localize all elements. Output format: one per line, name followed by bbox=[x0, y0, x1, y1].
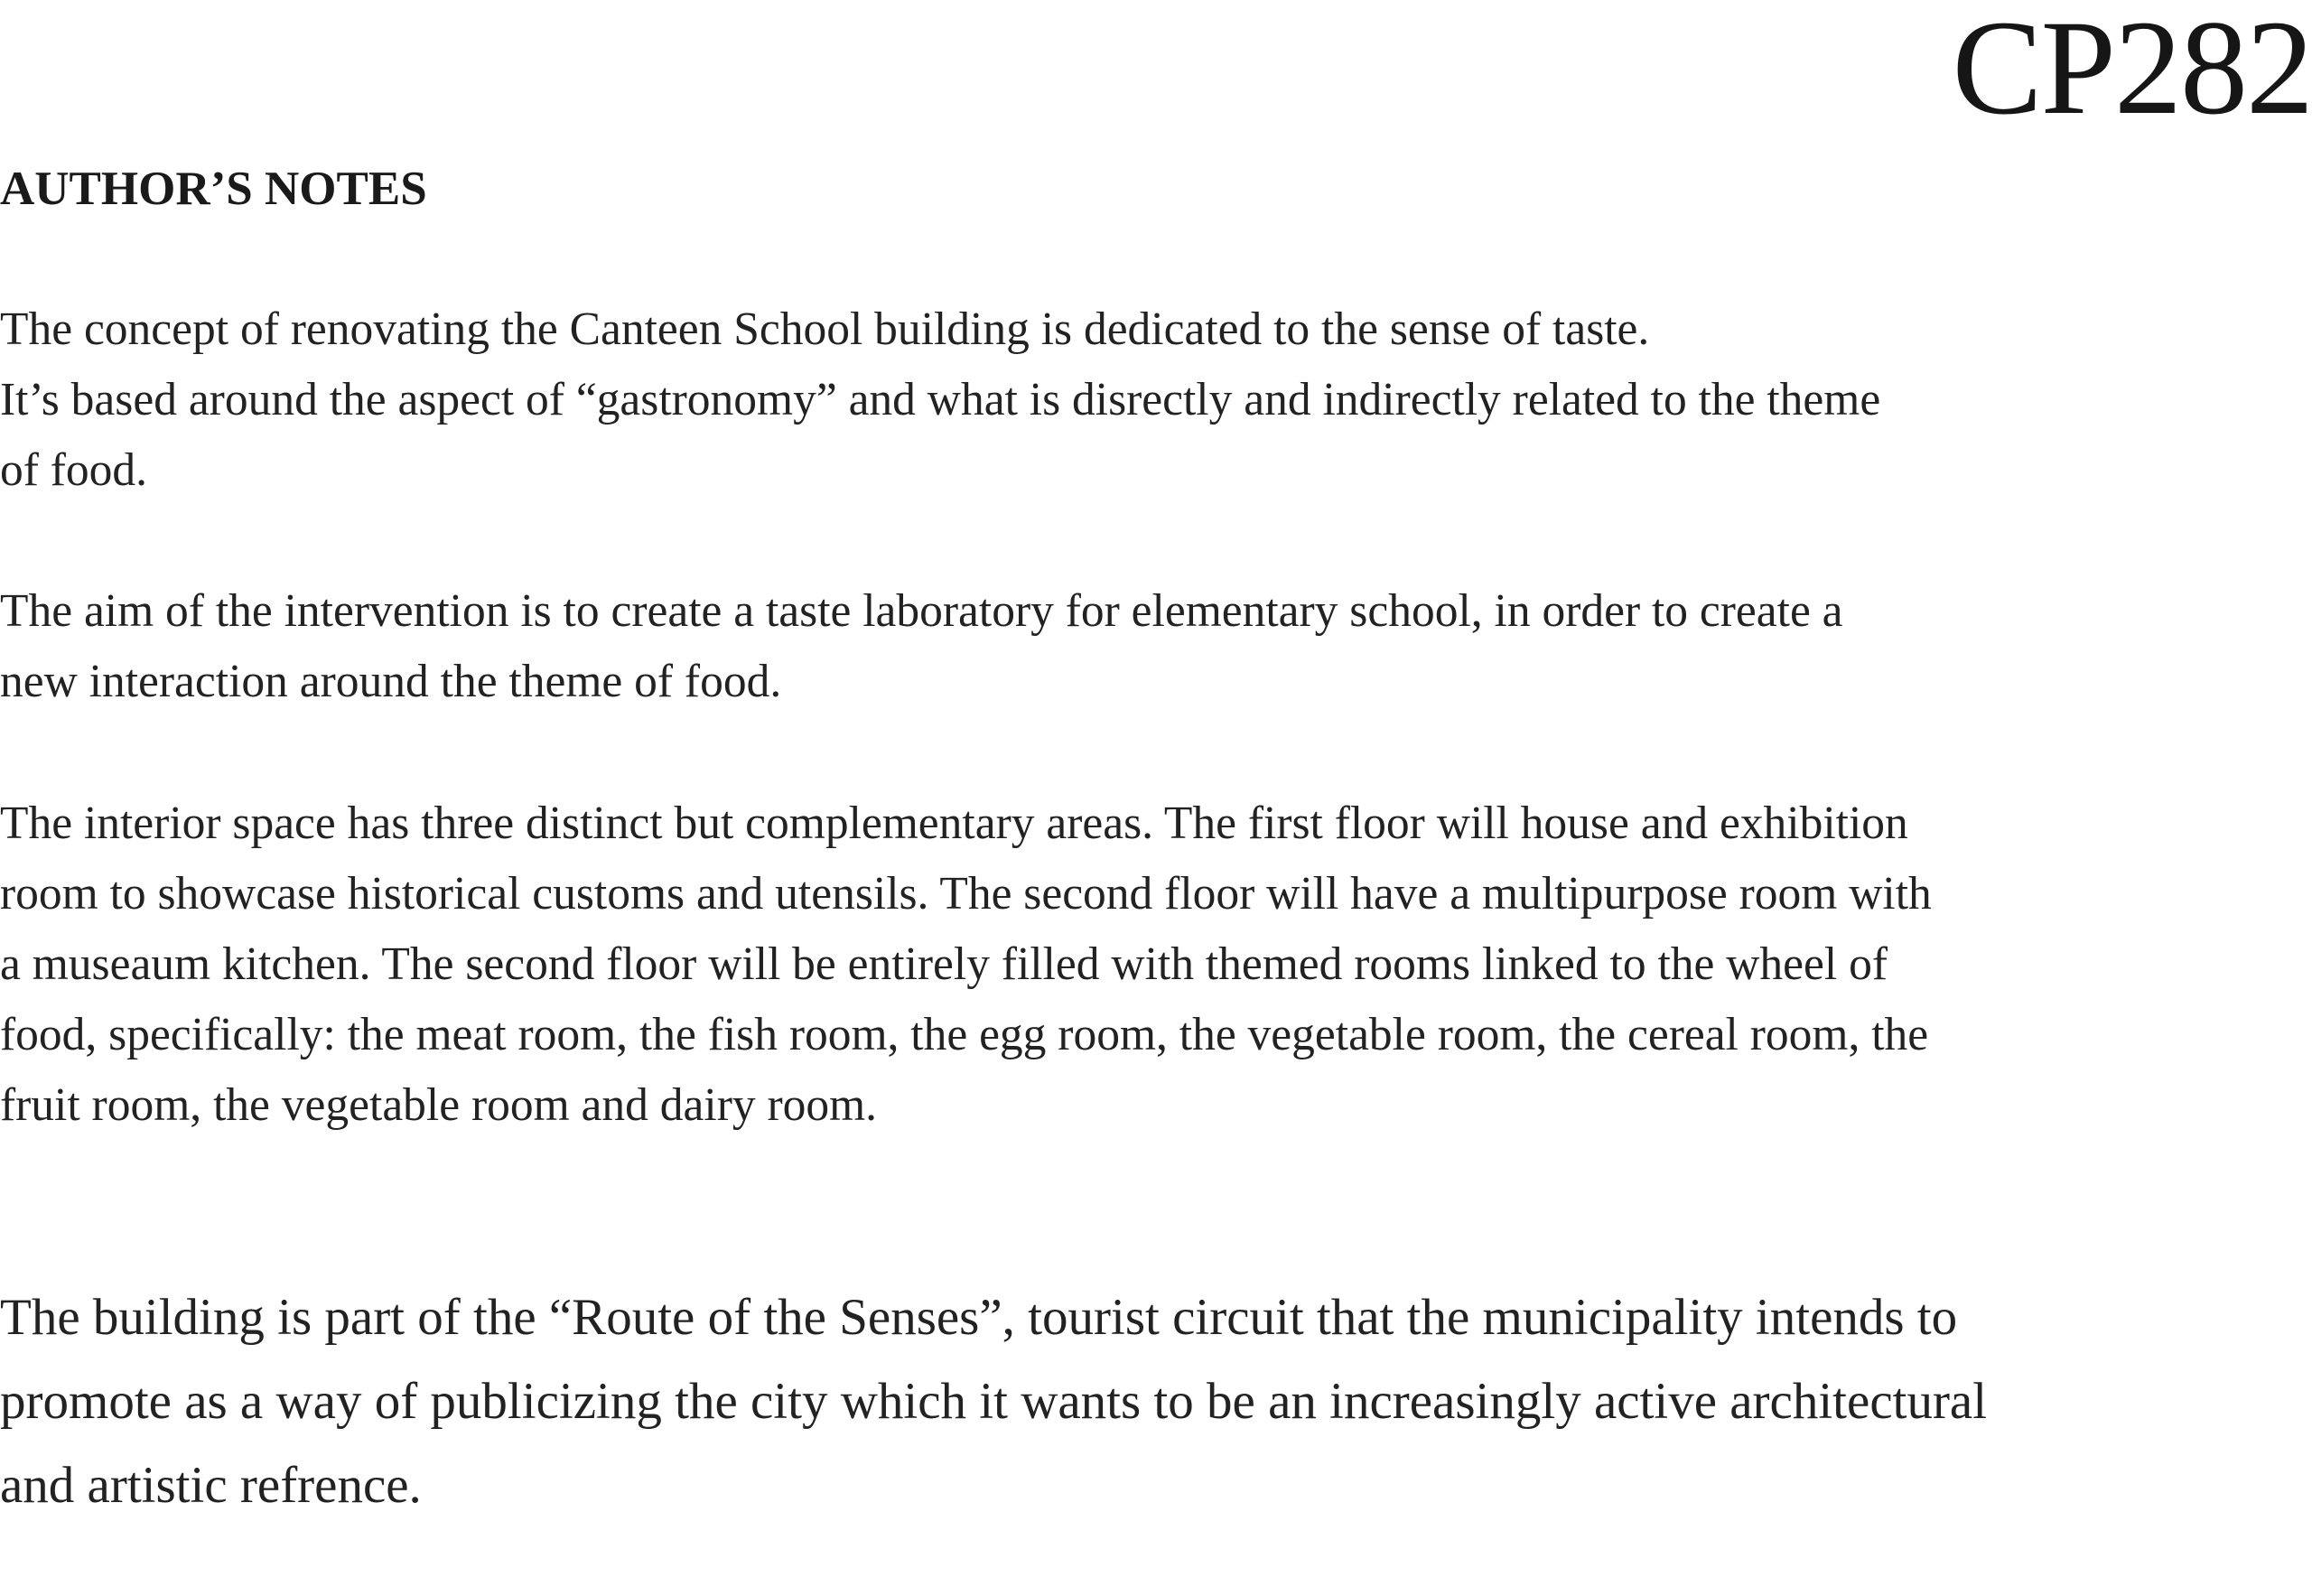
paragraph-line: promote as a way of publicizing the city which it wants to be an increasingly active architectural bbox=[0, 1373, 1988, 1430]
paragraph-line: new interaction around the theme of food. bbox=[0, 656, 782, 707]
paragraph-interior bbox=[0, 789, 2310, 1141]
document-code: CP282 bbox=[1952, 0, 2312, 143]
paragraph-concept bbox=[0, 294, 2310, 506]
paragraph-line: of food. bbox=[0, 444, 148, 496]
paragraph-line: food, specifically: the meat room, the fish room, the egg room, the vegetable room, the cereal room, the bbox=[0, 1009, 1929, 1060]
section-heading: AUTHOR’S NOTES bbox=[0, 163, 427, 215]
paragraph-route bbox=[0, 1275, 2310, 1527]
paragraph-line: The aim of the intervention is to create a taste laboratory for elementary school, in order to create a bbox=[0, 585, 1843, 637]
paragraph-line: The building is part of the “Route of the Senses”, tourist circuit that the municipality intends to bbox=[0, 1289, 1958, 1346]
paragraph-line: The concept of renovating the Canteen School building is dedicated to the sense of taste. bbox=[0, 303, 1650, 355]
paragraph-line: room to showcase historical customs and utensils. The second floor will have a multipurpose room with bbox=[0, 868, 1932, 919]
paragraph-line: a museaum kitchen. The second floor will be entirely filled with themed rooms linked to the wheel of bbox=[0, 938, 1888, 990]
paragraph-line: and artistic refrence. bbox=[0, 1457, 422, 1514]
paragraph-line: It’s based around the aspect of “gastronomy” and what is disrectly and indirectly related to the theme bbox=[0, 374, 1881, 425]
paragraph-line: fruit room, the vegetable room and dairy room. bbox=[0, 1079, 878, 1131]
paragraph-line: The interior space has three distinct but complementary areas. The first floor will house and exhibition bbox=[0, 798, 1908, 849]
paragraph-aim bbox=[0, 576, 2310, 717]
